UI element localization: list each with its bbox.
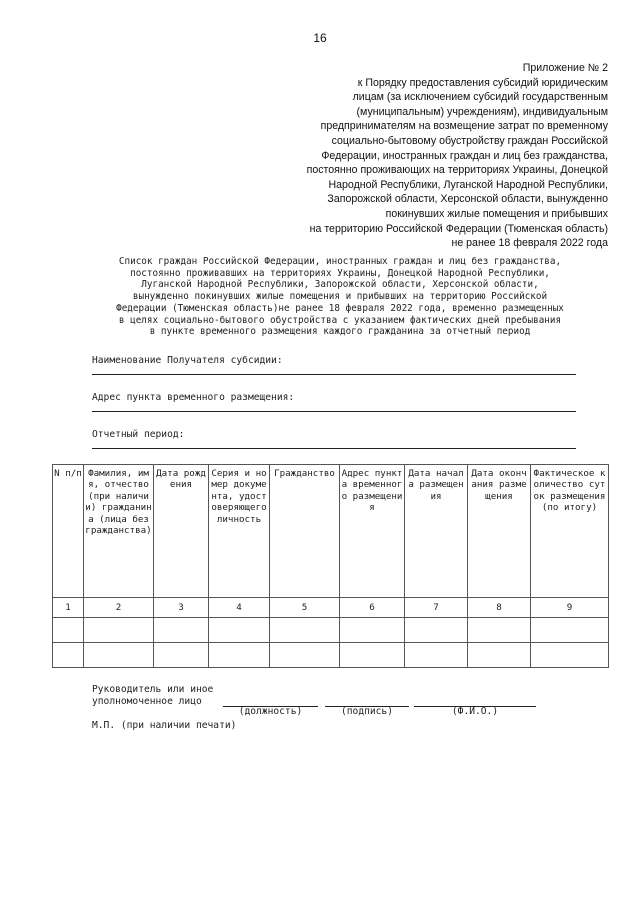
- table-cell[interactable]: [53, 618, 84, 643]
- appendix-line: не ранее 18 февраля 2022 года: [451, 237, 608, 250]
- appendix-line: постоянно проживающих на территориях Украины, Донецкой: [306, 164, 608, 177]
- number-cell: 3: [154, 598, 209, 618]
- list-title-line: в целях социально-бытового обустройства с указанием фактических дней пребывания: [118, 314, 562, 326]
- number-cell: 5: [270, 598, 340, 618]
- header-cell: Гражданство: [270, 465, 340, 598]
- appendix-line: Запорожской области, Херсонской области, вынужденно: [327, 193, 608, 206]
- signer-label-1: Руководитель или иное: [92, 684, 214, 695]
- table-cell[interactable]: [531, 643, 609, 668]
- appendix-line: (муниципальным) учреждениям), индивидуальным: [356, 105, 608, 118]
- appendix-line: к Порядку предоставления субсидий юридическим: [357, 76, 608, 89]
- header-cell: Дата рождения: [154, 465, 209, 598]
- name-caption: (Ф.И.О.): [451, 706, 499, 717]
- list-title-line: Луганской Народной Республики, Запорожской области, Херсонской области,: [141, 279, 539, 291]
- header-cell: Дата окончания размещения: [468, 465, 531, 598]
- number-cell: 9: [531, 598, 609, 618]
- table-cell[interactable]: [53, 643, 84, 668]
- header-cell: Серия и номер документа, удостоверяющего личность: [209, 465, 270, 598]
- table-cell[interactable]: [468, 643, 531, 668]
- number-cell: 6: [340, 598, 405, 618]
- header-cell: Фактическое количество суток размещения (по итогу): [531, 465, 609, 598]
- appendix-line: Народной Республики, Луганской Народной Республики,: [328, 178, 608, 191]
- number-cell: 4: [209, 598, 270, 618]
- signature-block: [92, 684, 552, 731]
- table-cell[interactable]: [270, 618, 340, 643]
- recipient-field: [92, 354, 576, 375]
- list-title-line: вынужденно покинувших жилые помещения и прибывших на территорию Российской: [132, 291, 548, 303]
- list-title-line: постоянно проживавших на территориях Украины, Донецкой Народной Республики,: [130, 267, 550, 279]
- recipient-line[interactable]: [92, 368, 576, 375]
- table-number-row: [53, 598, 609, 618]
- page-number: 16: [313, 31, 327, 45]
- table-cell[interactable]: [154, 618, 209, 643]
- appendix-line: лицам (за исключением субсидий государственным: [352, 91, 608, 104]
- period-line[interactable]: [92, 442, 576, 449]
- table-cell[interactable]: [340, 618, 405, 643]
- period-field: [92, 428, 576, 449]
- header-cell: Адрес пункта временного размещения: [340, 465, 405, 598]
- list-title: [60, 256, 620, 338]
- table-cell[interactable]: [405, 618, 468, 643]
- header-cell: Дата начала размещения: [405, 465, 468, 598]
- appendix-header: [248, 61, 608, 251]
- appendix-line: покинувших жилые помещения и прибывших: [385, 207, 608, 220]
- table-cell[interactable]: [468, 618, 531, 643]
- appendix-line: социально-бытовому обустройству граждан Российской: [331, 134, 608, 147]
- period-label: Отчетный период:: [92, 429, 185, 440]
- table-cell[interactable]: [84, 643, 154, 668]
- signature-caption: (подпись): [341, 706, 393, 717]
- list-title-line: в пункте временного размещения каждого гражданина за отчетный период: [149, 326, 531, 338]
- address-line[interactable]: [92, 405, 576, 412]
- stamp-note: М.П. (при наличии печати): [92, 720, 237, 731]
- table-cell[interactable]: [209, 643, 270, 668]
- table-cell[interactable]: [209, 618, 270, 643]
- appendix-line: предпринимателям на возмещение затрат по временному: [320, 120, 608, 133]
- header-cell: Фамилия, имя, отчество (при наличии) гражданина (лица без гражданства): [84, 465, 154, 598]
- signer-label-2: уполномоченное лицо: [92, 696, 202, 707]
- number-cell: 1: [53, 598, 84, 618]
- table-cell[interactable]: [154, 643, 209, 668]
- table-row: [53, 618, 609, 643]
- header-cell: N п/п: [53, 465, 84, 598]
- address-label: Адрес пункта временного размещения:: [92, 392, 295, 403]
- table-cell[interactable]: [531, 618, 609, 643]
- list-title-line: Федерации (Тюменская область)не ранее 18 февраля 2022 года, временно размещенных: [116, 302, 564, 314]
- list-title-line: Список граждан Российской Федерации, иностранных граждан и лиц без гражданства,: [118, 256, 562, 267]
- address-field: [92, 391, 576, 412]
- recipient-label: Наименование Получателя субсидии:: [92, 355, 283, 366]
- appendix-line: Федерации, иностранных граждан и лиц без гражданства,: [321, 149, 608, 162]
- appendix-line: на территорию Российской Федерации (Тюменская область): [309, 222, 608, 235]
- table-cell[interactable]: [340, 643, 405, 668]
- table-row: [53, 643, 609, 668]
- table-header-row: [53, 465, 609, 598]
- number-cell: 2: [84, 598, 154, 618]
- citizens-table: [52, 464, 609, 668]
- number-cell: 7: [405, 598, 468, 618]
- number-cell: 8: [468, 598, 531, 618]
- table-cell[interactable]: [270, 643, 340, 668]
- table-cell[interactable]: [84, 618, 154, 643]
- appendix-line: Приложение № 2: [522, 62, 608, 74]
- table-cell[interactable]: [405, 643, 468, 668]
- position-caption: (должность): [238, 706, 303, 717]
